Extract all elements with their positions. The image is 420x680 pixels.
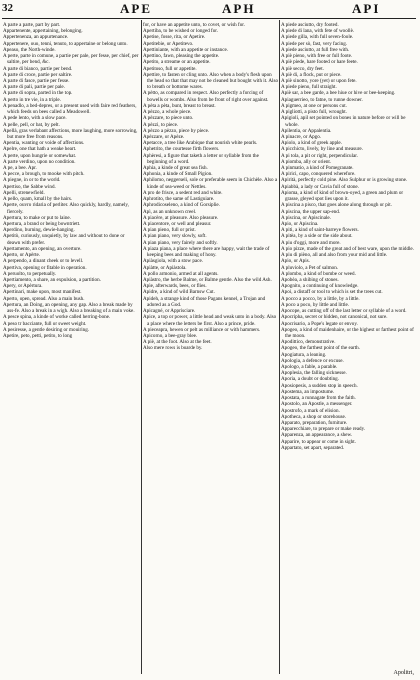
dictionary-entry: Appertenenza, an appurtenance. [3, 34, 69, 41]
dictionary-entry: A piede asciutto, dry footed. [281, 22, 339, 28]
dictionary-entry: A parte a parte, part by part. [3, 22, 61, 28]
dictionary-entry: Apiè sar, a bee garde, a bee hiue or hive or bee-keeping. [281, 90, 396, 97]
dictionary-entry: Apertiso, the Sabbe wind. [3, 183, 56, 190]
dictionary-entry: Aposiopesis, a sudden stop in speech. [281, 382, 358, 389]
dictionary-entry: A pèzzare, to piece unto. [143, 115, 194, 122]
dictionary-entry: A pèzzo, a whole piece. [143, 109, 192, 116]
dictionary-entry: A peruolto, to perpetually. [3, 270, 57, 277]
dictionary-entry: A perte, upon hungrie or somewhat. [3, 152, 77, 159]
dictionary-entry: Aphonia, a kinde of Small Pigion. [143, 171, 213, 178]
dictionary-entry: Apostata, a runnagate from the faith. [281, 395, 356, 402]
dictionary-entry: Apertiamento, a share, an expulsion, a partition. [3, 276, 101, 283]
dictionary-entry: A pocco a pocco, by a little, by a little. [281, 295, 360, 302]
dictionary-entry: A piscina, or Apiscinale. [281, 214, 331, 221]
column-3 [281, 22, 417, 670]
dictionary-entry: Apioma, a kind of kind of brown-oyed, a green and plum or grasse, gleyed spot lies upon it. [281, 189, 404, 203]
dictionary-entry: Apetire, peto, petti, petito, to long [3, 332, 73, 339]
dictionary-entry: Apettiniante, with an appetite or instance. [143, 46, 229, 53]
dictionary-entry: A peso tr bacciante, full or sweet weight. [3, 320, 87, 327]
column-1 [3, 22, 139, 670]
dictionary-entry: Apìàtte, or Apiàstola. [143, 264, 187, 271]
dictionary-entry: A pirici, capo, conquered wherefore. [281, 171, 356, 178]
dictionary-entry: Apodittico, demonstrative. [281, 339, 336, 346]
dictionary-entry: Apoi, a distaff or tool to which is set the trees cut. [281, 289, 383, 296]
dictionary-entry: A pesiresse, a gentle desiring or mouiring. [3, 326, 90, 333]
dictionary-entry: Appartato, set apart, separated. [281, 444, 345, 451]
dictionary-entry: A pèta a pèta, bunt, breast to breast. [143, 102, 216, 109]
headword-center: APH [222, 1, 256, 16]
dictionary-entry: Apèzzare, or Apèze. [143, 133, 185, 140]
dictionary-entry: Apetito, a streame or an appetite. [143, 59, 211, 66]
dictionary-entry: Apìe, afterwards, bees, or flies. [143, 283, 207, 290]
dictionary-entry: A pètto, as compared in respect. Also perfectly a forcing of bowells or wombs. Also from be front of right over against. [143, 90, 269, 103]
dictionary-entry: Aperte, ouvro ridaria of perliter. Also quickly, hardly, namely, fiercely. [3, 202, 129, 215]
dictionary-entry: A parte di croce, partie per saltire. [3, 71, 73, 78]
dictionary-entry: A pian piano, very slowly, soft. [143, 233, 207, 240]
headword-left: APE [120, 1, 152, 16]
dictionary-entry: A piè piede, hare footed or hare feete. [281, 59, 358, 66]
dictionary-entry: Apocrisario, a Pope's legate or envoy. [281, 320, 358, 327]
dictionary-entry: Apice, a top or power, a little head and weak unto in a body. Also a place where the letters be first. Also a prince, pride. [143, 314, 277, 327]
dictionary-entry: Apiàstro, the herbe Balme, or Balme gentle. Also the wild Ash. [143, 276, 272, 283]
dictionary-entry: Apostema, an impostume. [281, 388, 335, 395]
dictionary-entry: Apery, or Apèrtura. [3, 283, 43, 290]
dictionary-entry: Aporia, a doubt or doubting. [281, 376, 340, 383]
dictionary-entry: Apertura, to make or put to laine. [3, 214, 71, 221]
dictionary-entry: A pèzzi, to piece. [143, 121, 179, 128]
dictionary-entry: A pesce spina, a kinde of worke called herring-bone. [3, 314, 111, 321]
dictionary-entry: Apilentia, or Appalentia. [281, 127, 332, 134]
dictionary-entry: Aphilomo, neggerseli, sole or preferable seem in Chichèle. Also a kinde of sea-weed or Nettles. [143, 177, 278, 190]
dictionary-entry: Apetitoso, full or appetite. [143, 65, 197, 72]
dictionary-entry: Apognito, a continuing of knowledge. [281, 283, 359, 290]
dictionary-entry: A pian pieno, full or prist. [143, 227, 196, 234]
dictionary-entry: Apparire, to appear or come in sight. [281, 438, 356, 445]
dictionary-entry: Apellà, gras verlabant affections, more laughing, more sorrowing, but more free from reasons. [3, 127, 138, 140]
dictionary-entry: A pigliotti, a pisto full, wrought. [281, 109, 347, 116]
dictionary-entry: Aphrodicoseleno, a kind of Gorsiplie. [143, 202, 220, 209]
dictionary-entry: A pollo armonio, armed at all agents. [143, 270, 219, 277]
catchword: Apolitri, [393, 670, 414, 676]
dictionary-entry: A pe, a bee. Apr. [3, 165, 37, 172]
dictionary-entry: A piè, at the foot. Also at the feet. [143, 339, 212, 346]
dictionary-entry: Aphia, a kinde of great sea fish. [143, 165, 208, 172]
dictionary-entry: A pian piano, very fairely and softly. [143, 239, 218, 246]
dictionary-entry: Apogiatura, a leaning. [281, 351, 327, 358]
dictionary-entry: Also mere rows is boarde by. [143, 345, 203, 352]
dictionary-entry: A pluviolo, a Pet of salmon. [281, 264, 339, 271]
dictionary-entry: A pecce, a brough, to mooke with pitch. [3, 171, 85, 178]
dictionary-entry: Apicorno, a bee-gray blee. [143, 332, 198, 339]
dictionary-entry: Apentia, wanting or voide of affections. [3, 140, 85, 147]
dictionary-entry: A piede per sò, fast, very facing. [281, 40, 348, 47]
dictionary-entry: Apicagné, or Apprisciare. [143, 308, 196, 315]
dictionary-entry: A piegne, in or to the world. [3, 177, 61, 184]
headword-right: API [352, 1, 381, 16]
running-header [0, 0, 420, 20]
dictionary-entry: A parte di fasce, partie per fesse. [3, 77, 70, 84]
header-rule [2, 18, 416, 19]
dictionary-entry: A pi tola, a pit or right, perpendicular. [281, 152, 358, 159]
dictionary-entry: Apio, or Apiscina. [281, 221, 319, 227]
dictionary-entry: Apiabbà, a lady or Cavia full of stone. [281, 183, 359, 190]
dictionary-entry: A pitèa, by a side or the side about. [281, 233, 353, 240]
dictionary-entry: Apertura, a brand or being bowntriett. [3, 221, 81, 227]
dictionary-entry: Apiolo, a kind of greek apple. [281, 140, 342, 147]
dictionary-entry: A pigmeo, at one or persons cut. [281, 102, 347, 109]
dictionary-entry: Apì, as an unknown creel. [143, 208, 197, 215]
dictionary-entry: A piè secco, dry feet. [281, 65, 324, 72]
dictionary-entry: Apertinari, make upon, most manifest. [3, 289, 82, 296]
dictionary-entry: A pede lento, with a slow pace. [3, 115, 67, 122]
dictionary-entry: A perto in tre vie, in a triple. [3, 96, 61, 103]
column-divider [141, 20, 142, 674]
dictionary-entry: A piede di lana, with fete of woollè. [281, 28, 355, 35]
dictionary-entry: Apelre, one that hath a weake heart. [3, 146, 77, 153]
dictionary-entry: Apetacce, a tree like Arabique that nourish white pearls. [143, 140, 258, 147]
dictionary-entry: A picchicto, lively, by line and measure. [281, 146, 363, 153]
dictionary-entry: A pio pizze, made of the great and of best ware, upon the middle. [281, 245, 414, 252]
dictionary-entry: A perte, parte in comune, a partie per pale, per fesse, per chief, per saltire, per bend, &c. [3, 53, 139, 66]
dictionary-entry: Apigioli, apil set pointed on bones in nature before or will be whole. [281, 115, 406, 128]
dictionary-entry: Apotheca, a shop or storehouse. [281, 413, 347, 420]
dictionary-entry: A parte di bianco, partie per bend. [3, 65, 73, 72]
dictionary-entry: Apirità, perfectly cold pine. Also Sulphur or is growing stone. [281, 177, 408, 184]
dictionary-entry: A piede gilla, with full seven-foole. [281, 34, 354, 41]
dictionary-entry: A piu di pièno, all and also from your mid and little. [281, 252, 388, 259]
dictionary-entry: Aphetrito, the courtesse firth flowers. [143, 146, 220, 153]
dictionary-entry: A pelle, pell, or bat, by pelt. [3, 121, 60, 128]
dictionary-entry: A pro de frisce, a sedent red and white. [143, 189, 223, 196]
dictionary-entry: Apologia, a defence or excuse. [281, 357, 344, 364]
dictionary-entry: Aperto, or Apèrte. [3, 252, 41, 259]
dictionary-entry: Apettino, fawn, pleasing the appetite. [143, 53, 220, 60]
dictionary-entry: A parte di pali, partie per pale. [3, 84, 65, 91]
dictionary-entry: Apogeo, a kind of maidenhaire, or the highest or farthest point of the moon. [281, 326, 414, 339]
dictionary-entry: Apparenza, an appearance, a shew. [281, 432, 353, 439]
dictionary-entry: Apetitebie, or Apetitevo. [143, 40, 194, 47]
dictionary-entry: Apocope, as cutting off of the last letter or syllable of a word. [281, 308, 407, 315]
dictionary-entry: A poco a poco, by little and little. [281, 301, 350, 308]
dictionary-entry: A pèzzo a pèzzo, piece by piece. [143, 127, 210, 134]
dictionary-entry: Apetise, fosse, rita, or Apetire. [143, 34, 206, 41]
dictionary-entry: Apertura, an Doing, an opening, any gap. Also a break made by ass-fe. Also a break in a wigh. Also a breaking of a main voke. [3, 301, 135, 315]
dictionary-entry: A plombo, a kind of bombe or weed. [281, 270, 356, 277]
dictionary-entry: Apelli, strenewfield. [3, 189, 45, 196]
dictionary-entry: A penadlo, a bed-depres, or a present used with faire red feathers, which feeds on bees called a Meadowell. [3, 102, 137, 116]
dictionary-entry: A piè sinotto, yore (yet) or upon fete. [281, 77, 357, 84]
dictionary-entry: Apostrofo, a mark of elision. [281, 407, 340, 414]
dictionary-entry: A piè pieno, with free or full foote. [281, 53, 353, 60]
column-divider [279, 20, 280, 674]
dictionary-entry: Appartenente, appertaining, belonging. [3, 28, 83, 35]
dictionary-entry: A pello, quam, kmall by the hairs. [3, 196, 73, 203]
dictionary-entry: Apiaguerrieo, to fatne, to runne downer. [281, 96, 363, 103]
dictionary-entry: for, or have an appetite unto, to covet, or wish for. [143, 22, 245, 28]
page-number: 32 [2, 2, 13, 14]
dictionary-entry: A pieceapra, hewen or pelt as milliance or with hammers. [143, 326, 261, 333]
dictionary-entry: Aperto, open, spread. Also a main bush. [3, 295, 85, 302]
dictionary-entry: A piti, a kind of saint-barreye flowers. [281, 227, 359, 234]
dictionary-entry: A piede asciutto, at full free with. [281, 46, 350, 53]
dictionary-entry: A piscina a pisco, that goes alone along through or pit. [281, 202, 392, 209]
dictionary-entry: Apparato, preparation, furniture. [281, 420, 348, 426]
dictionary-entry: Apetitò, curiously, unquietly, by law and without to done or deawn with prefer. [3, 233, 125, 246]
dictionary-entry: A piacère, at pleasure. Also pleasure. [143, 214, 219, 221]
dictionary-entry: Apettire, to fasten or cling unto. Also when a body's flesh upon the head so that that may not be cleaned but bought with it. Also to breath or bottome wares. [143, 71, 278, 91]
dictionary-entry: Aphèresi, a figure that taketh a letter or syllable from the beginning of a word. [143, 152, 259, 165]
dictionary-entry: Apertamento, an opening, an overture. [3, 245, 82, 252]
dictionary-entry: Apostolo, an Apostle, a messenger. [281, 401, 353, 408]
dictionary-entry: Apparecchiare, to prepare or make ready. [281, 426, 366, 433]
dictionary-entry: Apio, or Apis. [281, 258, 310, 265]
dictionary-entry: Apertiba, to be wished or longed for. [143, 28, 218, 35]
dictionary-entry: Apertiva, opening or fitable in operation. [3, 264, 87, 271]
dictionary-entry: Apogeo, the farthest point of the earth. [281, 345, 360, 352]
dictionary-entry: Apologo, a fable, a parable. [281, 364, 338, 371]
dictionary-entry: A piomba, ally or orient. [281, 158, 332, 165]
dictionary-entry: A parte verdino, upon no condition. [3, 158, 76, 165]
dictionary-entry: A piede pieno, full straight. [281, 84, 337, 91]
dictionary-entry: A pinmatio, a kind of Pomegranate. [281, 165, 354, 172]
dictionary-entry: Apeaso, the North-winde. [3, 46, 56, 53]
dictionary-entry: A piu d'oggi, more and more. [281, 239, 341, 246]
dictionary-entry: A piè di, a flock, put or piece. [281, 71, 342, 78]
dictionary-entry: Apoplesia, the falling sicknesse. [281, 370, 347, 377]
dictionary-entry: A piacentore, or well and pleasur. [143, 221, 212, 227]
dictionary-entry: Appertenere, ouo, tenni, tenuto, to appertaine or belong unto. [3, 40, 128, 47]
dictionary-entry: Apiàsgiola, with a stow pace. [143, 258, 203, 265]
dictionary-entry: A piscina, the upper sap-end. [281, 208, 341, 215]
dictionary-entry: Aperdino, burning, dewie-hanging. [3, 227, 75, 234]
dictionary-entry: Apideh, a strange kind of those Pagans kennel, a Trojan and adored as a God. [143, 295, 266, 308]
dictionary-entry: A perpendo, a dinant cheek or to levell. [3, 258, 84, 265]
column-2 [143, 22, 279, 670]
dictionary-entry: Apocripha, secret or hidden, not canonical, not sure. [281, 314, 388, 321]
dictionary-entry: A parte di sopra, parted in the top. [3, 90, 73, 97]
dictionary-entry: A pinacre, or Apgo. [281, 133, 322, 140]
dictionary-entry: Apobèa, a shibing of stones. [281, 276, 339, 283]
dictionary-entry: Apidre, a kind of wild Barnsw Cut. [143, 289, 215, 296]
dictionary-entry: Aphrotito, the same of Lastiguiare. [143, 196, 215, 203]
dictionary-entry: A piaza piana, a place where there are happy, wait the trade of keeping bees and making of hony. [143, 245, 270, 259]
